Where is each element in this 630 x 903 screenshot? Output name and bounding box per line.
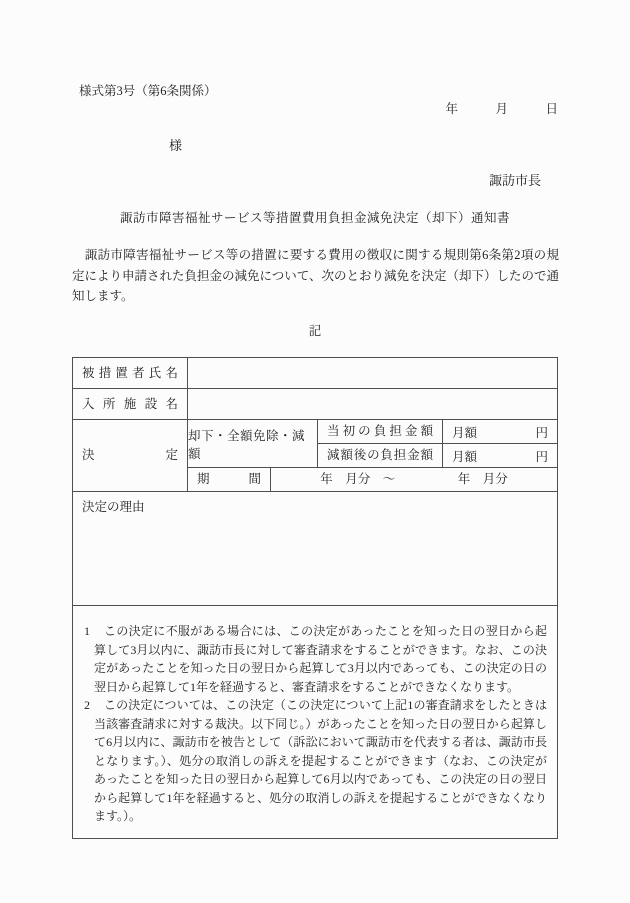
reduced-amount-row bbox=[318, 444, 557, 467]
period-label: 期間 bbox=[188, 468, 271, 491]
note-item-1 bbox=[79, 622, 547, 696]
reason-label: 決定の理由 bbox=[82, 500, 145, 514]
decision-label: 決定 bbox=[73, 420, 188, 491]
sender-name: 諏訪市長 bbox=[489, 173, 542, 188]
note-text: この決定に不服がある場合には、この決定があったことを知った日の翌日から起算して3月以内に、諏訪市長に対して審査請求をすることができます。なお、この決定があったことを知った日の翌日から起算して3月以内であっても、この決定の日の翌日から起算して1年を経過すると、審査請求をすることができなくなります。 bbox=[94, 624, 547, 694]
recipient-name-field bbox=[188, 358, 557, 388]
document-title: 諏訪市障害福祉サービス等措置費用負担金減免決定（却下）通知書 bbox=[119, 211, 510, 225]
decision-options: 却下・全額免除・減額 bbox=[188, 420, 318, 467]
form-number: 様式第3号（第6条関係） bbox=[79, 84, 217, 98]
reduced-amount-field bbox=[443, 444, 557, 467]
reduced-amount-label: 減額後の負担金額 bbox=[318, 444, 443, 467]
facility-name-field bbox=[188, 389, 557, 419]
initial-amount-row bbox=[318, 420, 557, 444]
monthly-label: 月額 bbox=[452, 449, 478, 464]
yen-label: 円 bbox=[535, 449, 548, 464]
note-number: 2 bbox=[84, 698, 90, 712]
record-marker: 記 bbox=[308, 324, 322, 338]
table-row-recipient bbox=[73, 358, 557, 389]
addressee-honorific: 様 bbox=[169, 138, 183, 153]
initial-amount-label: 当初の負担金額 bbox=[318, 420, 443, 443]
amounts-block bbox=[318, 420, 557, 467]
body-paragraph: 諏訪市障害福祉サービス等の措置に要する費用の徴収に関する規則第6条第2項の規定により申請された負担金の減免について、次のとおり減免を決定（却下）したので通知します。 bbox=[72, 248, 560, 303]
date-line: 年 月 日 bbox=[445, 102, 558, 116]
decision-top bbox=[188, 420, 557, 468]
table-row-facility bbox=[73, 389, 557, 420]
table-row-decision bbox=[73, 420, 557, 492]
initial-amount-field bbox=[443, 420, 557, 443]
recipient-name-label: 被措置者氏名 bbox=[73, 358, 188, 388]
decision-table bbox=[72, 357, 558, 839]
period-field: 年 月分 ～ 年 月分 bbox=[320, 472, 508, 486]
period-row bbox=[188, 468, 557, 491]
notes-cell bbox=[73, 606, 557, 838]
monthly-label: 月額 bbox=[452, 425, 478, 440]
decision-detail bbox=[188, 420, 557, 491]
yen-label: 円 bbox=[535, 425, 548, 440]
facility-name-label: 入所施設名 bbox=[73, 389, 188, 419]
note-number: 1 bbox=[84, 624, 90, 638]
note-item-2 bbox=[79, 696, 547, 826]
note-text: この決定については、この決定（この決定について上記1の審査請求をしたときは当該審査請求に対する裁決。以下同じ。）があったことを知った日の翌日から起算して6月以内に、諏訪市を被告として（訴訟において諏訪市を代表する者は、諏訪市長となります。）、処分の取消しの訴えを提起することができます（なお、この決定があったことを知った日の翌日から起算して6月以内であっても、この決定の日の翌日から起算して1年を経過すると、処分の取消しの訴えを提起することができなくなります。）。 bbox=[94, 698, 547, 823]
reason-cell bbox=[73, 492, 557, 606]
